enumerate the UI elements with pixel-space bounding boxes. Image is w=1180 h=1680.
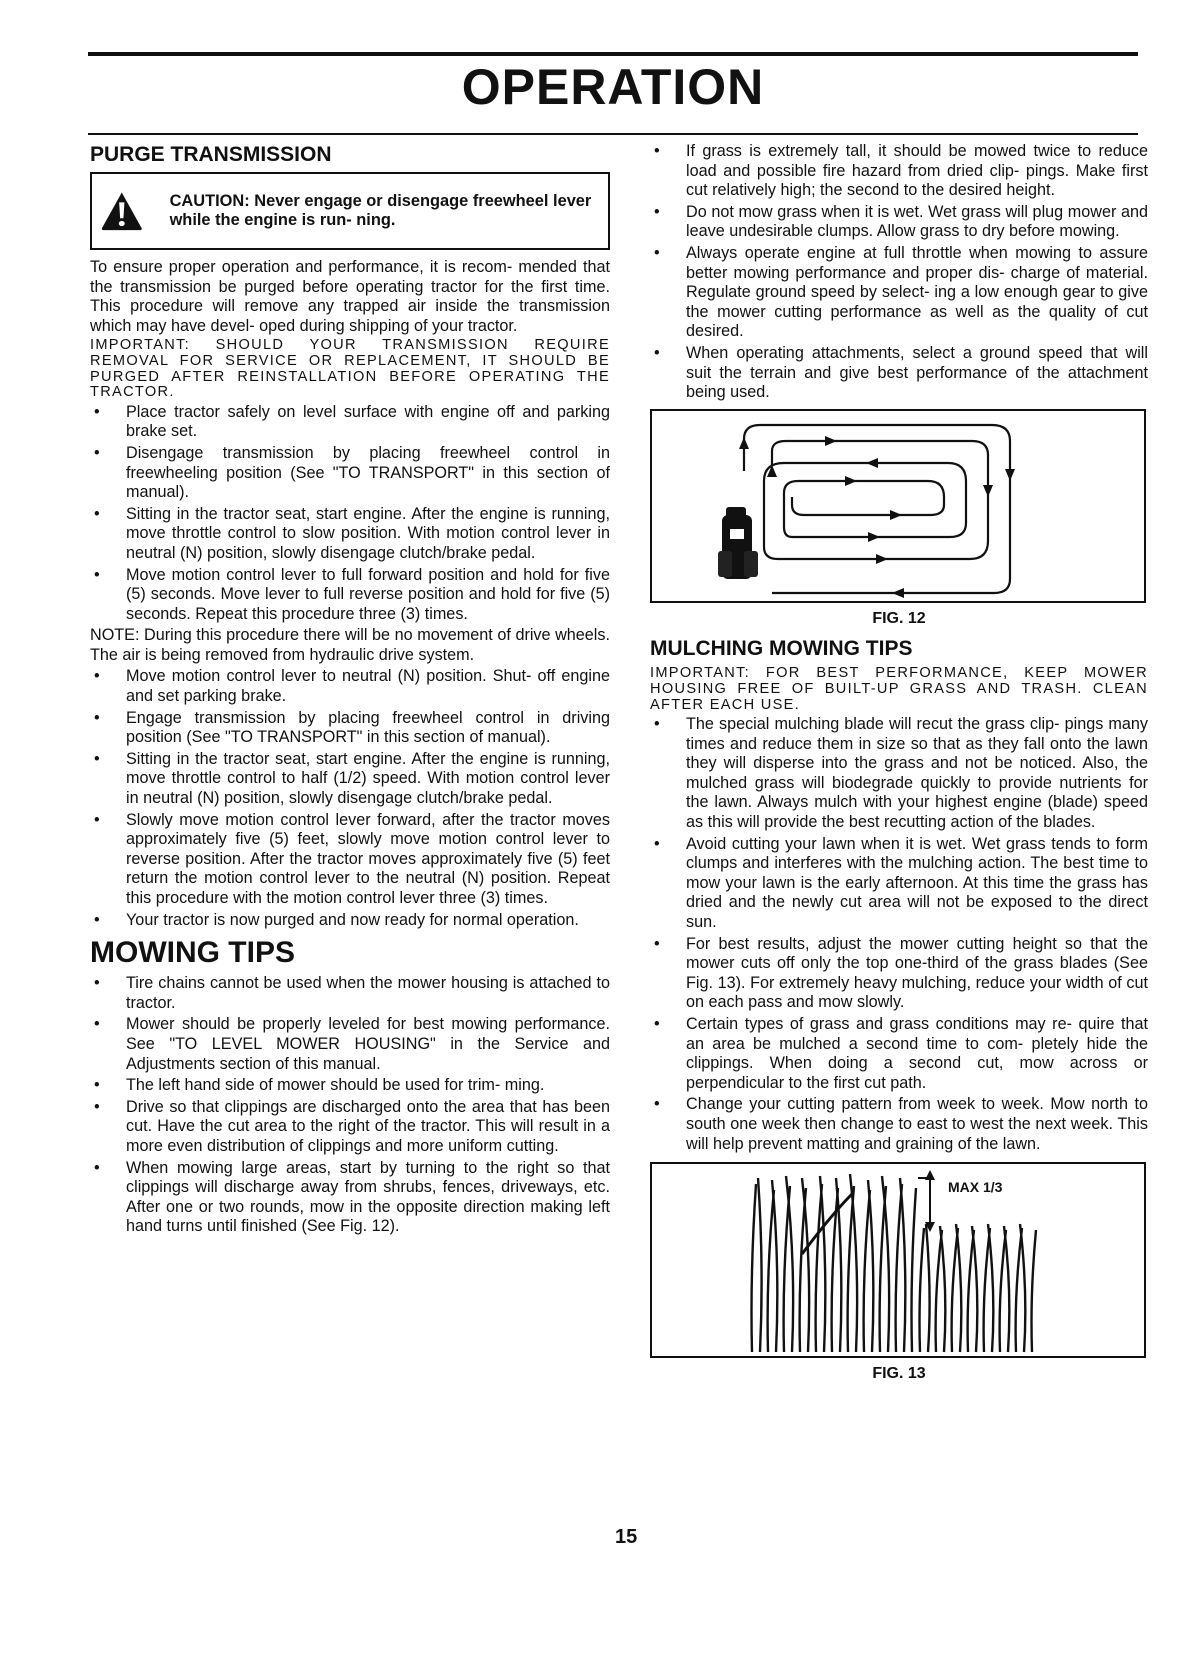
list-item: • When operating attachments, select a ground speed that will suit the terrain and give best performance of the attachment being used. bbox=[650, 344, 1148, 403]
fig12-caption: FIG. 12 bbox=[872, 609, 926, 627]
fig13-caption: FIG. 13 bbox=[872, 1365, 926, 1383]
list-item: • Disengage transmission by placing freewheel control in freewheeling position (See "TO TRANSPORT" in this section of manual). bbox=[90, 444, 610, 503]
purge-intro: To ensure proper operation and performance, it is recom- mended that the transmission be purged before operating tractor for the first time. This procedure will remove any trapped air inside the transmission which may have devel- oped during shipping of your tractor. bbox=[90, 258, 610, 335]
list-item: • Always operate engine at full throttle when mowing to assure better mowing performance and proper dis- charge of material. Regulate ground speed by select- ing a low enough gear to give the mower cutting performance as well as the quality of cut desired. bbox=[650, 244, 1148, 342]
list-item: • Mower should be properly leveled for best mowing performance. See "TO LEVEL MOWER HOUSING" in the Service and Adjustments section of this manual. bbox=[90, 1015, 610, 1074]
caution-text: CAUTION: Never engage or disengage freewheel lever while the engine is run- ning. bbox=[169, 192, 592, 229]
list-item: • When mowing large areas, start by turning to the right so that clippings will discharge away from shrubs, fences, driveways, etc. After one or two rounds, mow in the opposite direction making left hand turns until finished (See Fig. 12). bbox=[90, 1159, 610, 1237]
list-item: • Engage transmission by placing freewheel control in driving position (See "TO TRANSPORT" in this section of manual). bbox=[90, 709, 610, 748]
list-item: • Avoid cutting your lawn when it is wet. Wet grass tends to form clumps and interferes with the mulching action. The best time to mow your lawn is the early afternoon. At this time the grass has dried and the newly cut area will not be exposed to the direct sun. bbox=[650, 835, 1148, 933]
title-rule bbox=[88, 133, 1138, 135]
purge-heading: PURGE TRANSMISSION bbox=[90, 143, 332, 166]
tractor-icon bbox=[718, 507, 758, 579]
list-item: • Do not mow grass when it is wet. Wet grass will plug mower and leave undesirable clumps. Allow grass to dry before mowing. bbox=[650, 203, 1148, 242]
mowing-pattern-figure bbox=[650, 409, 1146, 603]
purge-steps-b bbox=[90, 667, 610, 930]
mowing-tips-right bbox=[650, 142, 1148, 403]
purge-note: NOTE: During this procedure there will be no movement of drive wheels. The air is being removed from hydraulic drive system. bbox=[90, 626, 610, 664]
page-number: 15 bbox=[615, 1526, 638, 1548]
mulching-important: IMPORTANT: FOR BEST PERFORMANCE, KEEP MOWER HOUSING FREE OF BUILT-UP GRASS AND TRASH. CLEAN AFTER EACH USE. bbox=[650, 665, 1148, 713]
purge-important: IMPORTANT: SHOULD YOUR TRANSMISSION REQUIRE REMOVAL FOR SERVICE OR REPLACEMENT, IT SHOULD BE PURGED AFTER REINSTALLATION BEFORE OPERATING THE TRACTOR. bbox=[90, 337, 610, 401]
mowing-pattern-diagram bbox=[652, 411, 1144, 601]
left-column bbox=[90, 142, 610, 1239]
list-item: • Sitting in the tractor seat, start engine. After the engine is running, move throttle control to slow position. With motion control lever in neutral (N) position, slowly disengage clutch/brake pedal. bbox=[90, 505, 610, 564]
mulching-tips bbox=[650, 715, 1148, 1154]
mowing-tips-left bbox=[90, 974, 610, 1237]
grass-illustration bbox=[652, 1164, 1144, 1356]
list-item: • Tire chains cannot be used when the mower housing is attached to tractor. bbox=[90, 974, 610, 1013]
list-item: • Move motion control lever to neutral (N) position. Shut- off engine and set parking brake. bbox=[90, 667, 610, 706]
grass-height-figure bbox=[650, 1162, 1146, 1358]
list-item: • Move motion control lever to full forward position and hold for five (5) seconds. Move lever to full reverse position and hold for five (5) seconds. Repeat this procedure three (3) times. bbox=[90, 566, 610, 625]
list-item: • The special mulching blade will recut the grass clip- pings many times and reduce them in size so that as they fall onto the lawn they will disperse into the grass and not be noticed. Also, the mulched grass will biodegrade quickly to provide nutrients for the lawn. Always mulch with your highest engine (blade) speed as this will provide the best recutting action of the blades. bbox=[650, 715, 1148, 833]
caution-box bbox=[90, 172, 610, 250]
list-item: • If grass is extremely tall, it should be mowed twice to reduce load and possible fire hazard from dried clip- pings. Make first cut relatively high; the second to the desired height. bbox=[650, 142, 1148, 201]
purge-steps-a bbox=[90, 403, 610, 625]
list-item: • Slowly move motion control lever forward, after the tractor moves approximately five (5) feet, slowly move motion control lever to reverse position. After the tractor moves approximately five (5) feet return the motion control lever to the neutral (N) position. Repeat this procedure with the motion control lever three (3) times. bbox=[90, 811, 610, 909]
mowing-heading: MOWING TIPS bbox=[90, 936, 295, 970]
list-item: • For best results, adjust the mower cutting height so that the mower cuts off only the top one-third of the grass blades (See Fig. 13). For extremely heavy mulching, reduce your width of cut on each pass and mow slowly. bbox=[650, 935, 1148, 1013]
list-item: • Certain types of grass and grass conditions may re- quire that an area be mulched a second time to com- pletely hide the clippings. When doing a second cut, mow across or perpendicular to the first cut path. bbox=[650, 1015, 1148, 1093]
list-item: • The left hand side of mower should be used for trim- ming. bbox=[90, 1076, 610, 1096]
list-item: • Drive so that clippings are discharged onto the area that has been cut. Have the cut area to the right of the tractor. This will result in a more even distribution of clippings and more uniform cutting. bbox=[90, 1098, 610, 1157]
list-item: • Your tractor is now purged and now ready for normal operation. bbox=[90, 911, 610, 931]
list-item: • Place tractor safely on level surface with engine off and parking brake set. bbox=[90, 403, 610, 442]
right-column bbox=[650, 142, 1148, 1392]
list-item: • Change your cutting pattern from week to week. Mow north to south one week then change to east to west the next week. This will help prevent matting and graining of the lawn. bbox=[650, 1095, 1148, 1154]
warning-icon bbox=[100, 180, 144, 242]
mulching-heading: MULCHING MOWING TIPS bbox=[650, 637, 913, 661]
top-rule bbox=[88, 52, 1138, 56]
list-item: • Sitting in the tractor seat, start engine. After the engine is running, move throttle control to half (1/2) speed. With motion control lever in neutral (N) position, slowly disengage clutch/brake pedal. bbox=[90, 750, 610, 809]
page-title: OPERATION bbox=[461, 59, 765, 115]
max-label: MAX 1/3 bbox=[948, 1179, 1003, 1196]
